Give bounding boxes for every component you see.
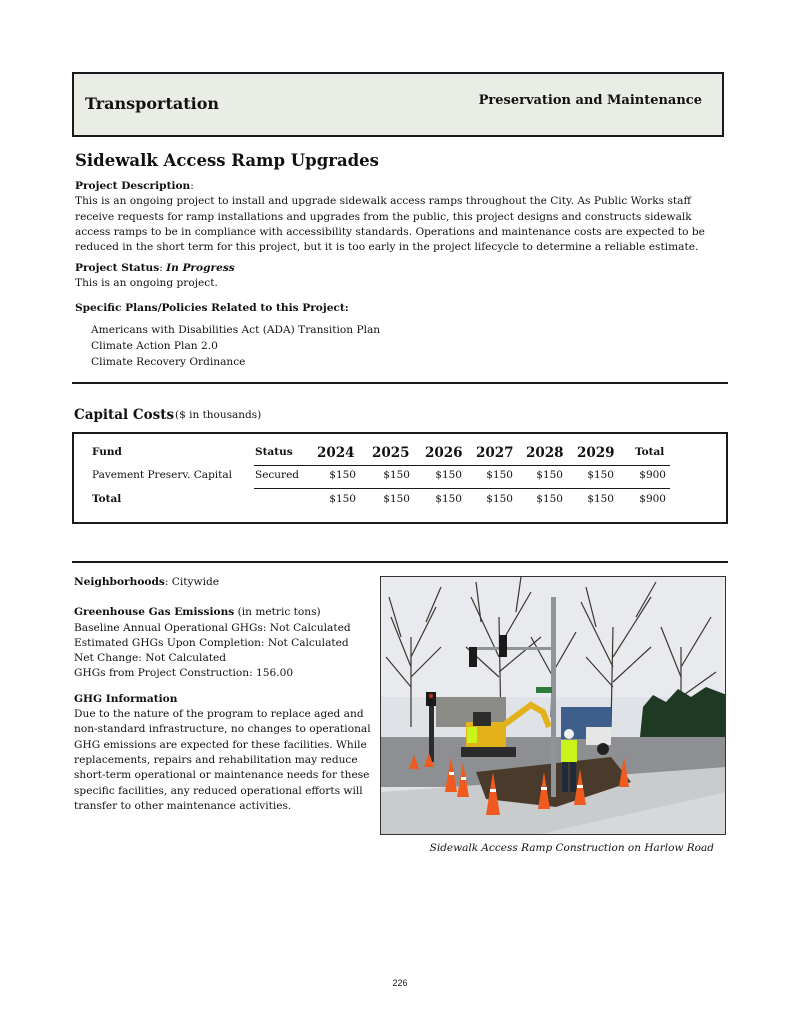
page-number: 226 (392, 978, 408, 988)
fund-header: Fund (92, 446, 122, 458)
year-header: 2027 (476, 445, 514, 461)
section-header (72, 72, 724, 137)
cost-cell: $150 (435, 469, 462, 481)
total-cell: $150 (383, 493, 410, 505)
row-underline (254, 488, 670, 489)
ghg-label: Greenhouse Gas Emissions (74, 606, 235, 619)
year-header: 2025 (372, 445, 410, 461)
total-cell: $150 (435, 493, 462, 505)
total-header: Total (635, 446, 665, 458)
description-text: This is an ongoing project to install and upgrade sidewalk access ramps throughout the City. As Public Works staff receive requests for ramp installations and upgrades from the public, this project designs and constructs sidewalk access ramps to be in compliance with accessibility standards. Operations and maintenance costs are expected to be reduced in the short term for this project, but it is too early in the project lifecycle to determine a reliable estimate. (75, 195, 705, 254)
cost-cell: $150 (536, 469, 563, 481)
ghg-line: Estimated GHGs Upon Completion: Not Calculated (74, 636, 349, 649)
plan-item: Climate Recovery Ordinance (91, 356, 246, 369)
capital-costs-table (72, 432, 728, 524)
fund-status: Secured (255, 469, 300, 481)
plans-list (75, 322, 715, 370)
year-header: 2028 (526, 445, 564, 461)
ghg-line: Baseline Annual Operational GHGs: Not Calculated (74, 621, 351, 634)
status-label: Project Status (75, 262, 160, 274)
grand-total-cell: $900 (639, 493, 666, 505)
plans-section (75, 301, 715, 370)
neighborhoods-value: Citywide (171, 576, 220, 588)
total-cell: $150 (329, 493, 356, 505)
cost-cell: $150 (486, 469, 513, 481)
plan-item: Americans with Disabilities Act (ADA) Transition Plan (91, 324, 381, 337)
ghg-info-label: GHG Information (74, 692, 178, 705)
project-status: Project Status: In Progress This is an ongoing project. (75, 261, 715, 292)
project-title: Sidewalk Access Ramp Upgrades (75, 151, 379, 170)
cost-cell: $150 (383, 469, 410, 481)
status-header: Status (255, 446, 293, 458)
total-row-label: Total (92, 493, 122, 505)
construction-photo (380, 576, 726, 835)
year-header: 2029 (577, 445, 615, 461)
total-cell: $150 (486, 493, 513, 505)
photo-caption: Sidewalk Access Ramp Construction on Harlow Road (429, 842, 714, 854)
capital-costs-subtitle: ($ in thousands) (175, 409, 262, 421)
plan-item: Climate Action Plan 2.0 (91, 340, 218, 353)
divider (72, 382, 728, 384)
total-cell: $150 (536, 493, 563, 505)
total-cell: $150 (587, 493, 614, 505)
project-details: Neighborhoods: Citywide Greenhouse Gas Emissions (in metric tons) Baseline Annual Operational GHGs: Not Calculated Estimated GHGs Upon Completion: Not Calculated Net Change: Not Calculated GHGs from Project Construction: 156.00 GHG Information Due to the nature of the program to replace aged and non-standard infrastructure, no changes to operational GHG emissions are expected for these facilities. While replacements, repairs and rehabilitation may reduce short-term operational or maintenance needs for these specific facilities, any reduced operational efforts will transfer to other maintenance activities. (74, 575, 372, 824)
plans-label: Specific Plans/Policies Related to this Project: (75, 302, 349, 314)
description-label: Project Description (75, 180, 191, 192)
neighborhoods-label: Neighborhoods (74, 576, 165, 588)
ghg-line: GHGs from Project Construction: 156.00 (74, 667, 294, 680)
ghg-line: Net Change: Not Calculated (74, 652, 227, 665)
divider (72, 561, 728, 563)
category-title: Preservation and Maintenance (478, 93, 702, 108)
cost-total-cell: $900 (639, 469, 666, 481)
fund-name: Pavement Preserv. Capital (92, 469, 232, 481)
ghg-info-text: Due to the nature of the program to replace aged and non-standard infrastructure, no changes to operational GHG emissions are expected for these facilities. While replacements, repairs and rehabilitation may reduce short-term operational or maintenance needs for these specific facilities, any reduced operational efforts will transfer to other maintenance activities. (74, 708, 371, 812)
ghg-unit: (in metric tons) (237, 606, 321, 619)
cost-cell: $150 (329, 469, 356, 481)
department-title: Transportation (85, 94, 219, 113)
project-description: Project Description: This is an ongoing project to install and upgrade sidewalk access ramps throughout the City. As Public Works staff receive requests for ramp installations and upgrades from the public, this project designs and constructs sidewalk access ramps to be in compliance with accessibility standards. Operations and maintenance costs are expected to be reduced in the short term for this project, but it is too early in the project lifecycle to determine a reliable estimate. (75, 179, 720, 255)
cost-cell: $150 (587, 469, 614, 481)
status-note: This is an ongoing project. (75, 277, 218, 290)
year-header: 2024 (317, 445, 355, 461)
header-underline (254, 465, 670, 466)
construction-photo-illustration (381, 577, 726, 835)
year-header: 2026 (425, 445, 463, 461)
status-value: In Progress (166, 262, 235, 274)
capital-costs-title: Capital Costs (74, 407, 175, 423)
